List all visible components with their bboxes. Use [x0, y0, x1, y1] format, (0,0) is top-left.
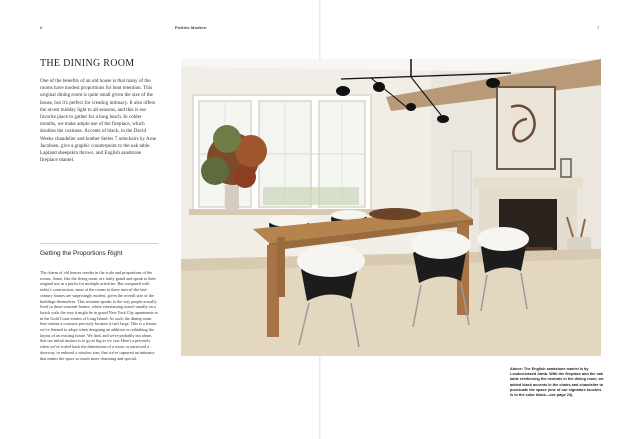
dining-room-illustration: [181, 59, 601, 356]
section-title: THE DINING ROOM: [40, 58, 135, 69]
running-header-brand: Pottles Modern: [175, 25, 207, 30]
subsection-heading: Getting the Proportions Right: [40, 250, 123, 257]
dining-room-photo: [181, 59, 601, 356]
right-page-number: 7: [597, 25, 600, 30]
body-paragraph: The charm of old houses resides in the scale and proportions of the rooms. Some, like the living room, are fairly grand and speak to their original use as a parlor for multiple activities. But compared with today's construction, most of the rooms in these turn-of-the-last-century houses are surprisingly modest, given the overall size of the buildings themselves. This restraint speaks to the way people actually lived in these seasonal homes, where entertaining wasn't usually on a lavish scale the way it might be in grand New York City apartments or in the Gold Coast estates of Long Island. As such, the dining room here retains a coziness precisely because it isn't large. This is a lesson we've learned to adopt when designing an addition or rethinking the layout of an existing house. We find, and we're probably not alone, that our initial instinct is to go as big as we can. Here's a precisely when we've scaled back the dimensions of a room, or narrowed a doorway, or reduced a window size, that we've captured an intimacy that makes the space so much more charming and special.: [40, 270, 158, 361]
section-divider: [40, 243, 158, 244]
intro-paragraph: One of the benefits of an old house is that many of the rooms have modest proportions for heat retention. This original dining room is quite small given the size of the house, but it's perfect for creating intimacy. It also offers the nicest midday light to all seasons, and this is our favorite place to gather for a long lunch. In colder months, we make ample use of the fireplace, which doubles the coziness. Accents of black, in the David Weeks chandelier and leather Series 7 armchairs by Arne Jacobsen, give a graphic counterpoint to the oak table. Lapland sheepskin throws, and English sandstone fireplace mantel.: [40, 78, 157, 164]
photo-caption: Above: The English sandstone mantel is by London-based Jamb. With the fireplace and the oak table reinforcing the neutrals in the dining room, we added black accents in the chairs and chandelier to punctuate the space (one of our signature touches is to the color black—see page 23).: [510, 367, 604, 398]
left-page-number: 6: [40, 25, 43, 30]
